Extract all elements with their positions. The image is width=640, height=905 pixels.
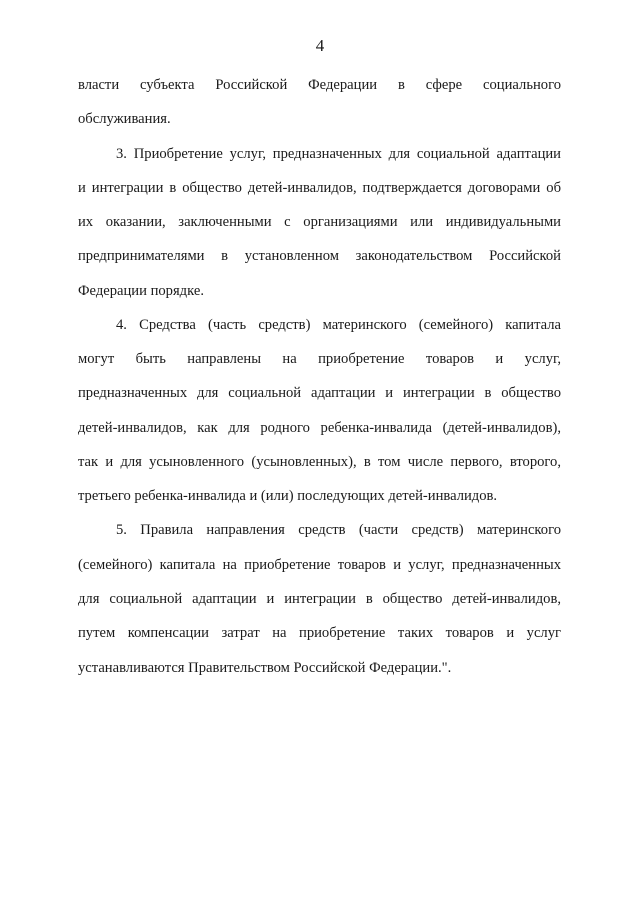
text-line: власти субъекта Российской Федерации в сфере социального bbox=[78, 77, 561, 93]
text-line: их оказании, заключенными с организациями или индивидуальными bbox=[78, 214, 561, 230]
text-line: детей-инвалидов, как для родного ребенка-инвалида (детей-инвалидов), bbox=[78, 420, 561, 436]
text-line: (семейного) капитала на приобретение товаров и услуг, предназначенных bbox=[78, 557, 561, 573]
text-line: 4. Средства (часть средств) материнского (семейного) капитала bbox=[116, 317, 561, 333]
text-line: Федерации порядке. bbox=[78, 283, 204, 299]
text-line: предпринимателями в установленном законодательством Российской bbox=[78, 248, 561, 264]
text-line: третьего ребенка-инвалида и (или) последующих детей-инвалидов. bbox=[78, 488, 498, 504]
text-line: 3. Приобретение услуг, предназначенных для социальной адаптации bbox=[116, 146, 561, 162]
text-line: обслуживания. bbox=[78, 111, 171, 127]
text-line: путем компенсации затрат на приобретение таких товаров и услуг bbox=[78, 625, 561, 641]
text-line: могут быть направлены на приобретение товаров и услуг, bbox=[78, 351, 561, 367]
text-line: предназначенных для социальной адаптации и интеграции в общество bbox=[78, 385, 561, 401]
page-number: 4 bbox=[315, 36, 325, 55]
text-line: 5. Правила направления средств (части средств) материнского bbox=[116, 522, 561, 538]
text-line: так и для усыновленного (усыновленных), в том числе первого, второго, bbox=[78, 454, 561, 470]
text-line: устанавливаются Правительством Российской Федерации.". bbox=[78, 660, 452, 676]
text-line: и интеграции в общество детей-инвалидов, подтверждается договорами об bbox=[78, 180, 561, 196]
text-line: для социальной адаптации и интеграции в общество детей-инвалидов, bbox=[78, 591, 561, 607]
